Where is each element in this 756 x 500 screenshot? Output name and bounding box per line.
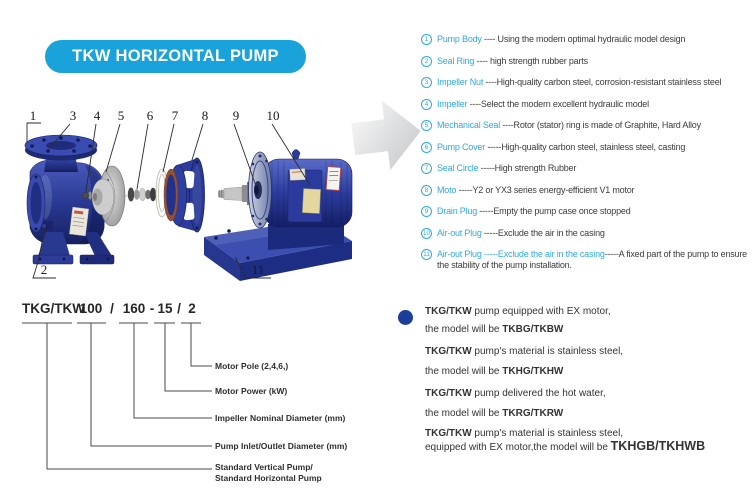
callout-6: 6 bbox=[146, 108, 154, 123]
callout-10: 10 bbox=[266, 108, 280, 123]
bullet-dot-icon bbox=[398, 310, 413, 325]
model-segment-impeller: 160 bbox=[122, 301, 146, 316]
part-list-item: 3 Impeller Nut ----High-quality carbon steel, corrosion-resistant stainless steel bbox=[421, 77, 755, 88]
model-variant-notes bbox=[398, 305, 752, 454]
motor-nameplate bbox=[302, 189, 320, 214]
callout-5: 5 bbox=[117, 108, 125, 123]
part-number-badge: 4 bbox=[421, 99, 432, 110]
model-separator: / bbox=[177, 301, 181, 316]
part-list-item: 6 Pump Cover -----High-quality carbon steel, stainless steel, casting bbox=[421, 142, 755, 153]
part-number-badge: 5 bbox=[421, 120, 432, 131]
part-number-badge: 9 bbox=[421, 206, 432, 217]
parts-list bbox=[421, 34, 755, 282]
callout-1: 1 bbox=[29, 108, 37, 123]
part-list-item: 1 Pump Body ---- Using the modern optimal hydraulic model design bbox=[421, 34, 755, 45]
part-list-item: 5 Mechanical Seal ----Rotor (stator) ring is made of Graphite, Hard Alloy bbox=[421, 120, 755, 131]
note-line: TKG/TKW pump equipped with EX motor, bbox=[425, 306, 611, 317]
right-arrow-icon bbox=[349, 96, 425, 174]
base-plate-illustration bbox=[204, 218, 352, 281]
model-label-inlet-outlet: Pump Inlet/Outlet Diameter (mm) bbox=[215, 441, 348, 451]
model-code-explanation bbox=[20, 301, 390, 491]
model-label-motor-pole: Motor Pole (2,4,6,) bbox=[215, 361, 289, 371]
callout-11: 11 bbox=[251, 262, 265, 277]
note-line: TKG/TKW pump's material is stainless steel, bbox=[425, 428, 624, 439]
motor-illustration bbox=[218, 150, 352, 229]
callout-3: 3 bbox=[69, 108, 77, 123]
note-line: TKG/TKW pump's material is stainless steel, bbox=[425, 346, 624, 357]
page-title-text: TKW HORIZONTAL PUMP bbox=[72, 47, 279, 65]
part-list-item: 8 Moto -----Y2 or YX3 series energy-efficient V1 motor bbox=[421, 185, 755, 196]
model-connector-lines bbox=[20, 301, 230, 481]
model-segment-inlet: 100 bbox=[79, 301, 103, 316]
model-separator: - bbox=[149, 301, 155, 316]
part-list-item: 10 Air-out Plug -----Exclude the air in the casing bbox=[422, 227, 605, 238]
model-label-motor-power: Motor Power (kW) bbox=[215, 386, 288, 396]
motor-label-sticker bbox=[326, 167, 341, 191]
pump-exploded-diagram bbox=[10, 95, 440, 295]
note-line: TKG/TKW pump delivered the hot water, bbox=[425, 388, 606, 399]
part-number-badge: 11 bbox=[421, 249, 432, 260]
part-list-item: 2 Seal Ring ---- high strength rubber parts bbox=[421, 56, 755, 67]
pump-label-sticker bbox=[69, 207, 88, 236]
model-segment-pole: 2 bbox=[188, 301, 196, 316]
model-separator: / bbox=[110, 301, 114, 316]
part-list-item: 9 Drain Plug -----Empty the pump case once stopped bbox=[421, 206, 755, 217]
pump-cover-illustration bbox=[164, 158, 205, 232]
callout-4: 4 bbox=[93, 108, 101, 123]
part-number-badge: 3 bbox=[421, 77, 432, 88]
part-number-badge: 1 bbox=[421, 34, 432, 45]
callout-8: 8 bbox=[201, 108, 209, 123]
note-line: equipped with EX motor,the model will be TKHGB/TKHWB bbox=[425, 439, 706, 453]
part-number-badge: 7 bbox=[421, 163, 432, 174]
part-list-item: 11 Air-out Plug -----Exclude the air in the casing-----A fixed part of the pump to ensure the stability of the pump installation. bbox=[421, 249, 755, 271]
mechanical-seal-illustration bbox=[128, 188, 156, 202]
page-title bbox=[45, 40, 306, 73]
part-list-item: 4 Impeller ----Select the modern excellent hydraulic model bbox=[421, 99, 755, 110]
model-segment-power: 15 bbox=[157, 301, 173, 316]
part-number-badge: 8 bbox=[421, 185, 432, 196]
model-label-pump-type: Standard Vertical Pump/ Standard Horizontal Pump bbox=[215, 462, 322, 483]
impeller-nut bbox=[82, 192, 88, 198]
note-line: the model will be TKRG/TKRW bbox=[425, 408, 564, 419]
callout-7: 7 bbox=[171, 108, 179, 123]
part-list-item: 7 Seal Circle -----High strength Rubber bbox=[421, 163, 755, 174]
model-segment-series: TKG/TKW bbox=[22, 301, 85, 316]
model-label-impeller-diameter: Impeller Nominal Diameter (mm) bbox=[215, 413, 346, 423]
part-number-badge: 10 bbox=[422, 229, 431, 237]
callout-9: 9 bbox=[232, 108, 240, 123]
note-line: the model will be TKHG/TKHW bbox=[425, 366, 564, 377]
part-number-badge: 6 bbox=[421, 142, 432, 153]
note-line: the model will be TKBG/TKBW bbox=[425, 324, 564, 335]
part-number-badge: 2 bbox=[421, 56, 432, 67]
callout-2: 2 bbox=[40, 262, 48, 277]
